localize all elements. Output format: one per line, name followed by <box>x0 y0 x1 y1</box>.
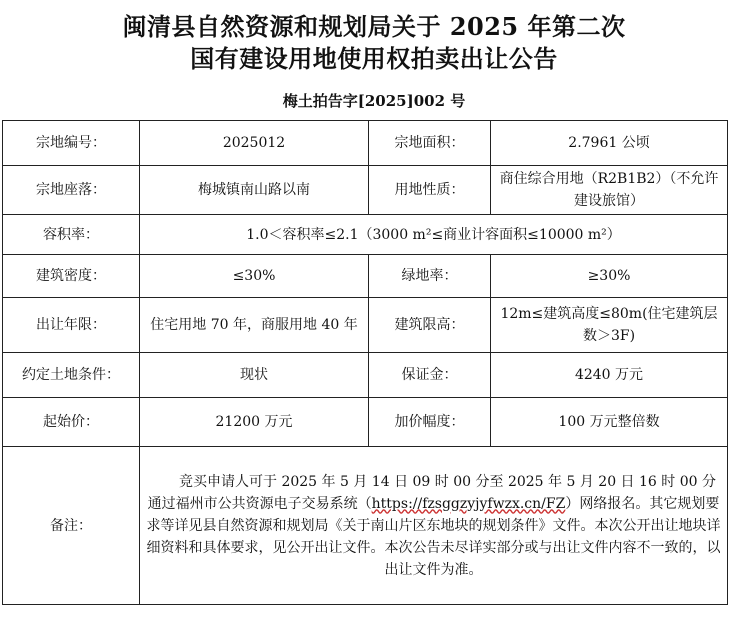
transfer-term-label: 出让年限： <box>3 298 140 353</box>
document-number: 梅土拍告字[2025]002 号 <box>282 92 466 110</box>
table-row <box>3 255 728 298</box>
table-row <box>3 166 728 215</box>
parcel-area-value: 2.7961 公顷 <box>491 121 728 166</box>
table-row <box>3 398 728 447</box>
table-row <box>3 298 728 353</box>
registration-link[interactable]: https://fzsggzyjyfwzx.cn/FZ <box>371 495 566 512</box>
parcel-location-value: 梅城镇南山路以南 <box>140 166 369 215</box>
height-limit-label: 建筑限高： <box>369 298 491 353</box>
building-density-value: ≤30% <box>140 255 369 298</box>
table-row <box>3 121 728 166</box>
table-row <box>3 353 728 398</box>
land-use-value: 商住综合用地（R2B1B2）（不允许建设旅馆） <box>491 166 728 215</box>
deposit-value: 4240 万元 <box>491 353 728 398</box>
starting-price-label: 起始价： <box>3 398 140 447</box>
green-ratio-value: ≥30% <box>491 255 728 298</box>
land-parcel-table <box>2 120 728 605</box>
plot-ratio-label: 容积率： <box>3 215 140 255</box>
remarks-content <box>140 447 728 605</box>
bid-increment-value: 100 万元整倍数 <box>491 398 728 447</box>
remarks-text <box>146 471 721 581</box>
remarks-label: 备注： <box>3 447 140 605</box>
building-density-label: 建筑密度： <box>3 255 140 298</box>
transfer-term-value: 住宅用地 70 年，商服用地 40 年 <box>140 298 369 353</box>
announcement-title-line2: 国有建设用地使用权拍卖出让公告 <box>190 44 558 73</box>
table-row <box>3 447 728 605</box>
land-condition-label: 约定土地条件： <box>3 353 140 398</box>
parcel-number-label: 宗地编号： <box>3 121 140 166</box>
parcel-location-label: 宗地座落： <box>3 166 140 215</box>
table-row <box>3 215 728 255</box>
bid-increment-label: 加价幅度： <box>369 398 491 447</box>
plot-ratio-value: 1.0＜容积率≤2.1（3000 m²≤商业计容面积≤10000 m²） <box>140 215 728 255</box>
deposit-label: 保证金： <box>369 353 491 398</box>
land-use-label: 用地性质： <box>369 166 491 215</box>
height-limit-value: 12m≤建筑高度≤80m(住宅建筑层数＞3F) <box>491 298 728 353</box>
parcel-area-label: 宗地面积： <box>369 121 491 166</box>
land-condition-value: 现状 <box>140 353 369 398</box>
remarks-text-part2: ）网络报名。其它规划要求等详见县自然资源和规划局《关于南山片区东地块的规划条件》文件。本次公开出让地块详细资料和具体要求，见公开出让文件。本次公告未尽详实部分或与出让文件内容不一致的，以出让文件为准。 <box>146 495 721 578</box>
green-ratio-label: 绿地率： <box>369 255 491 298</box>
announcement-title-line1: 闽清县自然资源和规划局关于 2025 年第二次 <box>122 12 626 41</box>
remarks-text-part1: 竞买申请人可于 2025 年 5 月 14 日 09 时 00 分至 2025 年 5 月 20 日 16 时 00 分通过福州市公共资源电子交易系统（ <box>147 473 716 512</box>
starting-price-value: 21200 万元 <box>140 398 369 447</box>
parcel-number-value: 2025012 <box>140 121 369 166</box>
